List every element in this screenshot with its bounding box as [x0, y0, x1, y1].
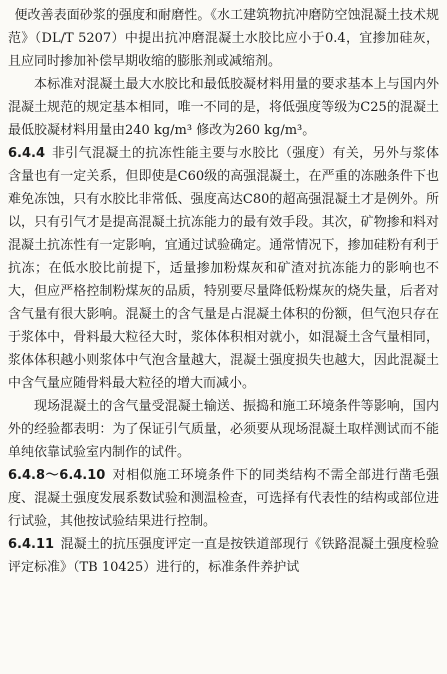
paragraph-4: [8, 395, 439, 464]
section-number: 6.4.11: [8, 537, 55, 552]
paragraph-6-4-8: [8, 464, 439, 533]
paragraph-text: 本标准对混凝土最大水胶比和最低胶凝材料用量的要求基本上与国内外混凝土规范的规定基本相同，唯一不同的是，将低强度等级为C25的混凝土最低胶凝材料用量由240 kg/m³ 修改为260 kg/m³。: [8, 77, 439, 138]
section-number: 6.4.8～6.4.10: [8, 468, 106, 483]
paragraph-2: [8, 73, 439, 142]
paragraph-text: 非引气混凝土的抗冻性能主要与水胶比（强度）有关，另外与浆体含量也有一定关系，但即使是C60级的高强混凝土，在严重的冻融条件下也难免冻蚀，只有水胶比非常低、强度高达C80的超高强混凝土才是例外。所以，只有引气才是提高混凝土抗冻能力的最有效手段。其次，矿物掺和料对混凝土抗冻性有一定影响，宜通过试验确定。通常情况下，掺加硅粉有利于抗冻；在低水胶比前提下，适量掺加粉煤灰和矿渣对抗冻能力的影响也不大，但应严格控制粉煤灰的品质，特别要尽量降低粉煤灰的烧失量，后者对含气量有很大影响。混凝土的含气量是占混凝土体积的份额，但气泡只存在于浆体中，骨料最大粒径大时，浆体体积相对就小，如混凝土含气量相同，浆体体积越小则浆体中气泡含量越大，混凝土强度损失也越大，因此混凝土中含气量应随骨料最大粒径的增大而减小。: [8, 146, 439, 391]
paragraph-text: 混凝土的抗压强度评定一直是按铁道部现行《铁路混凝土强度检验评定标准》（TB 10425）进行的，标准条件养护试: [8, 537, 439, 575]
paragraph-text: 便改善表面砂浆的强度和耐磨性。《水工建筑物抗冲磨防空蚀混凝土技术规范》（DL/T 5207）中提出抗冲磨混凝土水胶比应小于0.4，宜掺加硅灰，且应同时掺加补偿早期收缩的膨胀剂或减缩剂。: [8, 8, 439, 69]
paragraph-text: 对相似施工环境条件下的同类结构不需全部进行凿毛强度、混凝土强度发展系数试验和测温检查，可选择有代表性的结构或部位进行试验，其他按试验结果进行控制。: [8, 468, 439, 529]
paragraph-1: [8, 4, 439, 73]
paragraph-text: 现场混凝土的含气量受混凝土输送、振捣和施工环境条件等影响，国内外的经验都表明：为了保证引气质量，必须要从现场混凝土取样测试而不能单纯依靠试验室内制作的试件。: [8, 399, 439, 460]
paragraph-6-4-11: [8, 533, 439, 579]
section-number: 6.4.4: [8, 146, 46, 161]
paragraph-6-4-4: [8, 142, 439, 395]
